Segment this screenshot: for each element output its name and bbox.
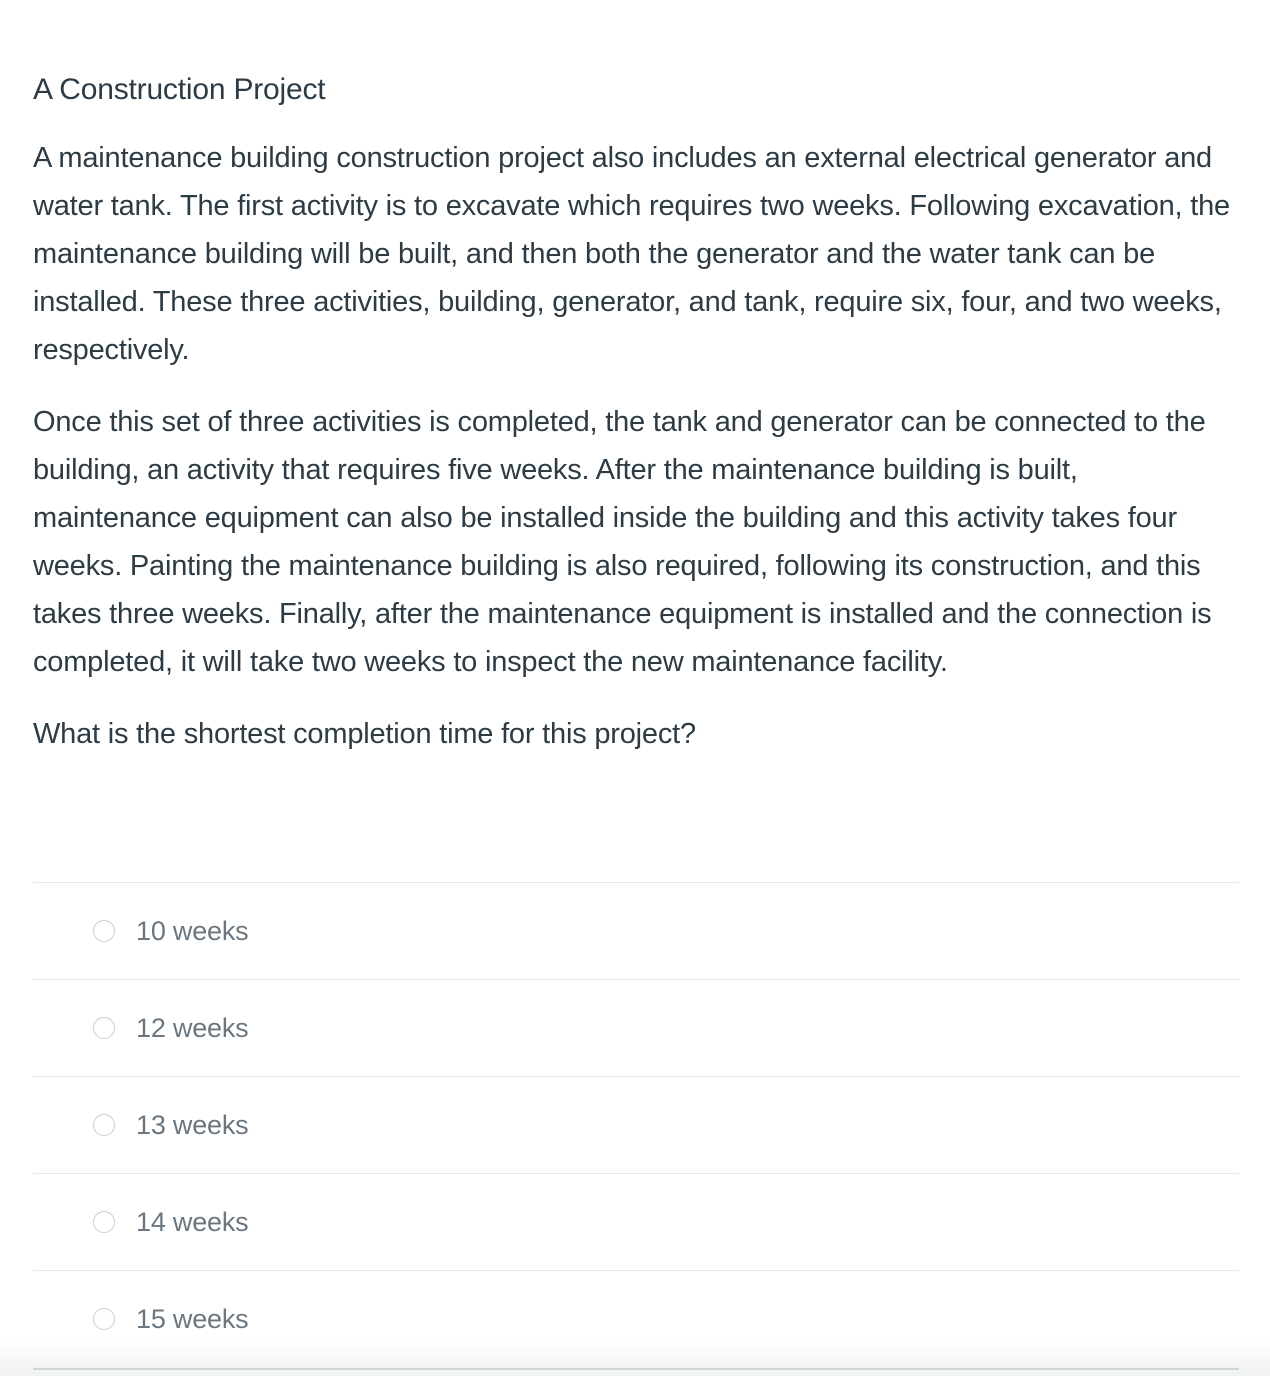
- answer-label[interactable]: 10 weeks: [136, 916, 249, 946]
- question-paragraph-1: A maintenance building construction project also includes an external electrical generator and water tank. The first activity is to excavate which requires two weeks. Following excavation, the maintenance building will be built, and then both the generator and the water tank can be installed. These three activities, building, generator, and tank, require six, four, and two weeks, respectively.: [33, 142, 1230, 366]
- question-paragraph-2: Once this set of three activities is completed, the tank and generator can be connected to the building, an activity that requires five weeks. After the maintenance building is built, maintenance equipment can also be installed inside the building and this activity takes four weeks. Painting the maintenance building is also required, following its construction, and this takes three weeks. Finally, after the maintenance equipment is installed and the connection is completed, it will take two weeks to inspect the new maintenance facility.: [33, 406, 1212, 678]
- answer-option[interactable]: [33, 1271, 1239, 1368]
- radio-button[interactable]: [93, 1308, 115, 1330]
- radio-button[interactable]: [93, 1114, 115, 1136]
- answer-option[interactable]: [33, 980, 1239, 1077]
- answer-option[interactable]: [33, 1077, 1239, 1174]
- bottom-divider: [33, 1368, 1239, 1370]
- answer-label[interactable]: 15 weeks: [136, 1304, 249, 1334]
- answer-option[interactable]: [33, 883, 1239, 980]
- answer-label[interactable]: 14 weeks: [136, 1207, 249, 1237]
- radio-button[interactable]: [93, 1017, 115, 1039]
- answer-list: [33, 882, 1239, 1368]
- radio-button[interactable]: [93, 1211, 115, 1233]
- question-title: A Construction Project: [33, 73, 326, 106]
- question-body: [33, 62, 1239, 758]
- answer-option[interactable]: [33, 1174, 1239, 1271]
- answer-label[interactable]: 13 weeks: [136, 1110, 249, 1140]
- radio-button[interactable]: [93, 920, 115, 942]
- question-prompt: What is the shortest completion time for this project?: [33, 718, 696, 750]
- answer-label[interactable]: 12 weeks: [136, 1013, 249, 1043]
